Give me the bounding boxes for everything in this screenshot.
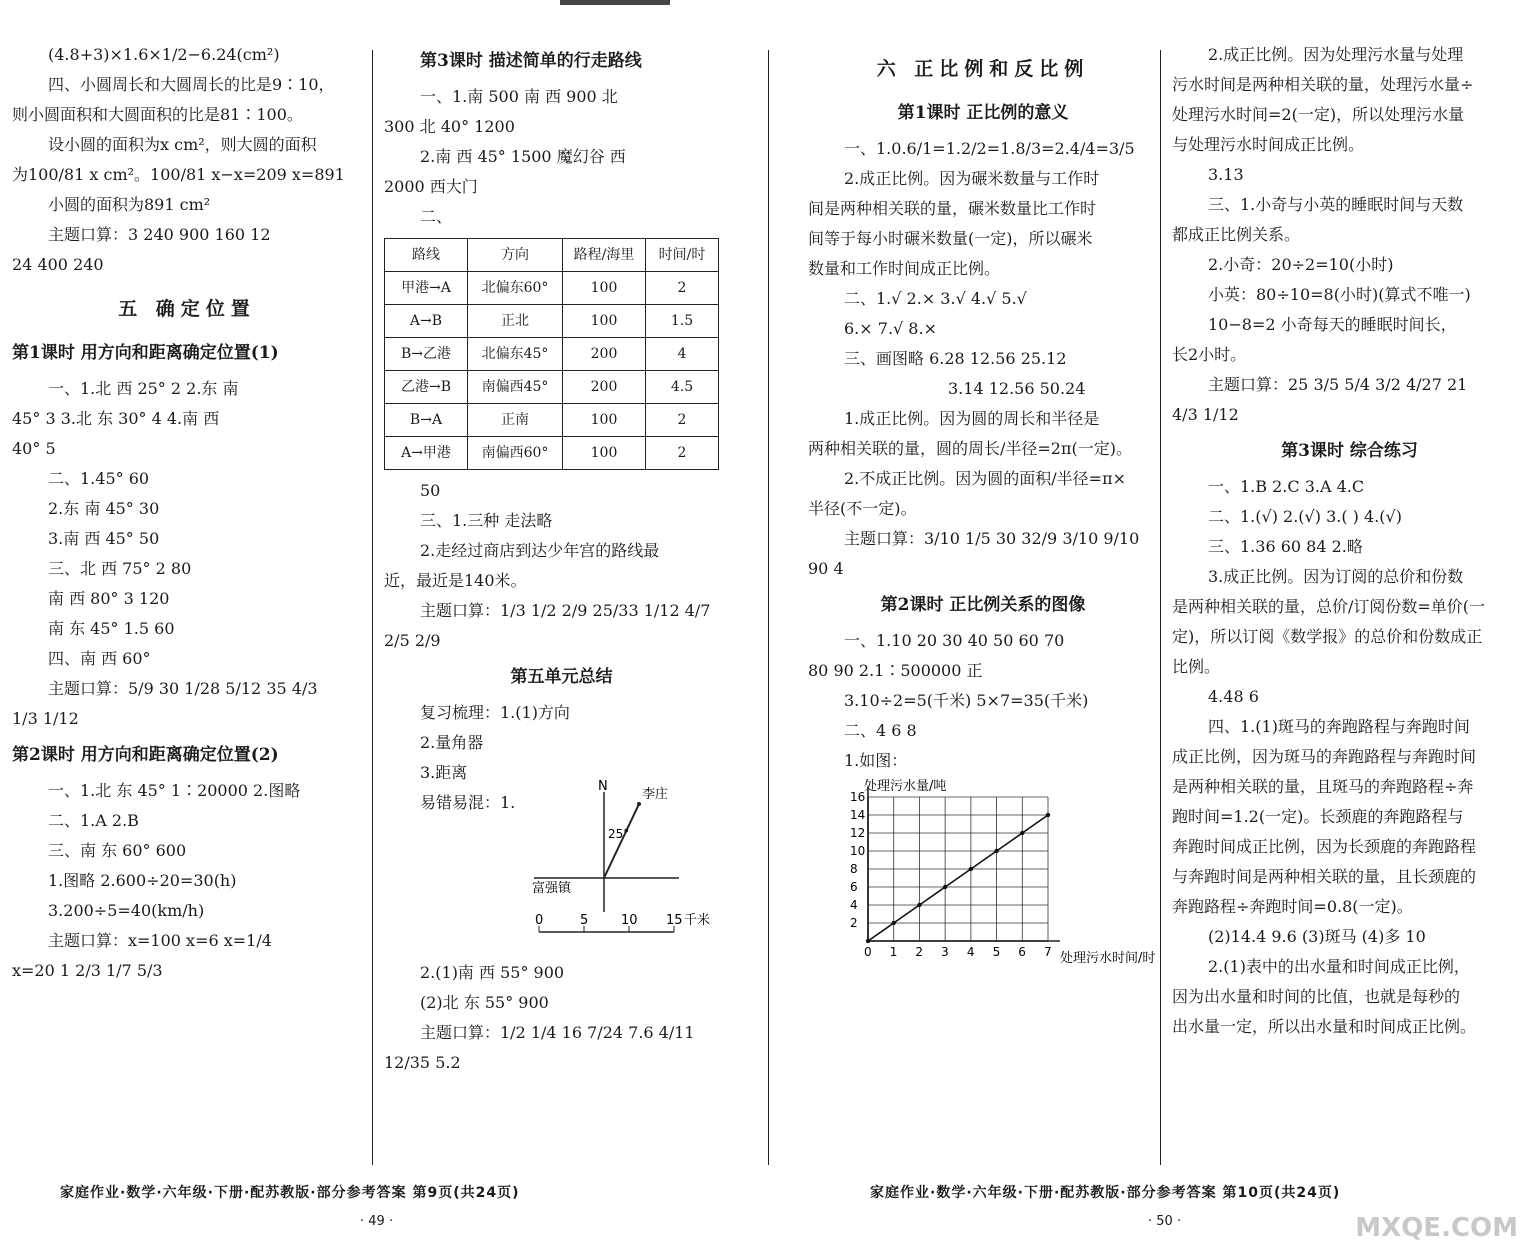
table-header-row: [385, 239, 719, 272]
y-tick-label: 14: [850, 808, 866, 822]
x-tick-label: 0: [864, 945, 872, 959]
data-point: [1020, 831, 1024, 835]
y-tick-label: 10: [850, 844, 866, 858]
unit-heading: 五 确定位置: [118, 298, 256, 320]
text-line: (2)北 东 55° 900: [420, 993, 549, 1012]
data-point: [917, 903, 921, 907]
footer-left: 家庭作业·数学·六年级·下册·配苏教版·部分参考答案 第9页(共24页): [60, 1185, 520, 1201]
text-line: 则小圆面积和大圆面积的比是81∶100。: [12, 105, 303, 124]
text-line: 40° 5: [12, 439, 56, 458]
angle-label: 25°: [608, 827, 630, 841]
table-cell: 南偏西60°: [468, 437, 563, 470]
text-line: 3.距离: [420, 763, 468, 782]
table-row: [385, 305, 719, 338]
column-4: [1172, 40, 1527, 1042]
page-divider: [768, 50, 769, 1165]
text-line: 4/3 1/12: [1172, 405, 1239, 424]
x-axis-label: 处理污水时间/时: [1060, 951, 1156, 966]
route-table: [384, 238, 719, 470]
text-line: 主题口算：1/2 1/4 16 7/24 7.6 4/11: [420, 1023, 695, 1042]
lesson-title: 第3课时 综合练习: [1281, 441, 1418, 461]
col1-lesson1: [12, 374, 362, 734]
text-line: 四、小圆周长和大圆周长的比是9∶10，: [48, 75, 335, 94]
table-cell: 南偏西45°: [468, 371, 563, 404]
text-line: 90 4: [808, 559, 844, 578]
text-line: 80 90 2.1∶500000 正: [808, 661, 983, 680]
table-cell: 2: [646, 272, 719, 305]
text-line: 12/35 5.2: [384, 1053, 461, 1072]
text-line: 主题口算：25 3/5 5/4 3/2 4/27 21: [1208, 375, 1468, 394]
scale-unit-label: 千米: [684, 913, 711, 928]
text-line: 3.14 12.56 50.24: [948, 379, 1086, 398]
origin-label: 富强镇: [532, 881, 572, 896]
text-line: 2.量角器: [420, 733, 484, 752]
scale-tick-label: 10: [621, 913, 638, 928]
scale-tick-label: 0: [535, 913, 544, 928]
text-line: 45° 3 3.北 东 30° 4 4.南 西: [12, 409, 220, 428]
column-divider: [1160, 50, 1161, 1165]
table-cell: 200: [563, 371, 646, 404]
text-line: 南 西 80° 3 120: [48, 589, 170, 608]
table-cell: 北偏东60°: [468, 272, 563, 305]
table-row: [385, 338, 719, 371]
text-line: 是两种相关联的量，总价/订阅份数=单价(一: [1172, 597, 1486, 616]
text-line: 二、1.45° 60: [48, 469, 150, 488]
text-line: 为100/81 x cm²。100/81 x−x=209 x=891: [12, 165, 345, 184]
y-tick-label: 2: [850, 916, 858, 930]
text-line: 两种相关联的量，圆的周长/半径=2π(一定)。: [808, 439, 1132, 458]
column-3: [808, 40, 1158, 996]
table-cell: B→A: [385, 404, 468, 437]
text-line: 一、1.10 20 30 40 50 60 70: [844, 631, 1065, 650]
table-header: 方向: [468, 239, 563, 272]
col1-lesson2: [12, 776, 362, 986]
col1-intro: [12, 40, 362, 280]
text-line: 三、画图略 6.28 12.56 25.12: [844, 349, 1067, 368]
text-line: 一、1.B 2.C 3.A 4.C: [1208, 477, 1365, 496]
text-line: 长2小时。: [1172, 345, 1247, 364]
text-line: 1/3 1/12: [12, 709, 79, 728]
north-label: N: [598, 779, 608, 794]
text-line: 三、1.36 60 84 2.略: [1208, 537, 1363, 556]
text-line: 24 400 240: [12, 255, 104, 274]
text-line: 与处理污水时间成正比例。: [1172, 135, 1365, 154]
target-label: 李庄: [642, 787, 669, 802]
proportion-graph: [808, 776, 1156, 986]
text-line: 10−8=2 小奇每天的睡眠时间长，: [1208, 315, 1457, 334]
text-line: 主题口算：5/9 30 1/28 5/12 35 4/3: [48, 679, 318, 698]
y-tick-label: 6: [850, 880, 858, 894]
text-line: 3.200÷5=40(km/h): [48, 901, 205, 920]
text-line: 一、1.0.6/1=1.2/2=1.8/3=2.4/4=3/5: [844, 139, 1135, 158]
text-line: 二、1.(√) 2.(√) 3.( ) 4.(√): [1208, 507, 1402, 526]
data-point: [943, 885, 947, 889]
table-cell: 4: [646, 338, 719, 371]
text-line: 300 北 40° 1200: [384, 117, 515, 136]
table-cell: 1.5: [646, 305, 719, 338]
text-line: 2.小奇：20÷2=10(小时): [1208, 255, 1394, 274]
table-header: 路线: [385, 239, 468, 272]
table-cell: 甲港→A: [385, 272, 468, 305]
data-point: [866, 939, 870, 943]
table-cell: 4.5: [646, 371, 719, 404]
text-line: 1.成正比例。因为圆的周长和半径是: [844, 409, 1100, 428]
text-line: 主题口算：1/3 1/2 2/9 25/33 1/12 4/7: [420, 601, 711, 620]
table-cell: 乙港→B: [385, 371, 468, 404]
table-header: 时间/时: [646, 239, 719, 272]
direction-line: [604, 804, 639, 878]
text-line: 1.如图：: [844, 751, 908, 770]
lesson-title: 第1课时 用方向和距离确定位置(1): [12, 343, 279, 363]
text-line: 间等于每小时碾米数量(一定)，所以碾米: [808, 229, 1093, 248]
text-line: 主题口算：x=100 x=6 x=1/4: [48, 931, 272, 950]
text-line: 2.走经过商店到达少年宫的路线最: [420, 541, 660, 560]
text-line: 定)，所以订阅《数学报》的总价和份数成正: [1172, 627, 1483, 646]
table-row: [385, 437, 719, 470]
text-line: 三、北 西 75° 2 80: [48, 559, 192, 578]
scale-tick-label: 5: [580, 913, 589, 928]
target-point: [637, 802, 641, 806]
page-number-left: · 49 ·: [360, 1214, 394, 1229]
unit-heading: 六 正比例和反比例: [876, 58, 1090, 80]
x-tick-label: 6: [1018, 945, 1026, 959]
y-tick-label: 4: [850, 898, 858, 912]
text-line: 小英：80÷10=8(小时)(算式不唯一): [1208, 285, 1471, 304]
x-tick-label: 7: [1044, 945, 1052, 959]
page-number-right: · 50 ·: [1148, 1214, 1182, 1229]
text-line: 2.东 南 45° 30: [48, 499, 160, 518]
x-tick-label: 5: [992, 945, 1001, 959]
text-line: 小圆的面积为891 cm²: [48, 195, 211, 214]
y-tick-label: 12: [850, 826, 866, 840]
text-line: 50: [420, 481, 441, 500]
text-line: 污水时间是两种相关联的量，处理污水量÷: [1172, 75, 1474, 94]
text-line: 2.不成正比例。因为圆的面积/半径=π×: [844, 469, 1126, 488]
text-line: 设小圆的面积为x cm²，则大圆的面积: [48, 135, 317, 154]
text-line: 复习梳理：1.(1)方向: [420, 703, 570, 722]
lesson-title: 第3课时 描述简单的行走路线: [420, 51, 642, 71]
lesson-title: 第1课时 正比例的意义: [897, 103, 1069, 123]
x-tick-label: 2: [915, 945, 924, 959]
text-line: 都成正比例关系。: [1172, 225, 1301, 244]
footer-right: 家庭作业·数学·六年级·下册·配苏教版·部分参考答案 第10页(共24页): [870, 1185, 1341, 1201]
compass-diagram-row: [384, 779, 739, 958]
text-line: 半径(不一定)。: [808, 499, 917, 518]
text-line: 出水量一定，所以出水量和时间成正比例。: [1172, 1017, 1477, 1036]
column-divider: [372, 50, 373, 1165]
text-line: 一、1.南 500 南 西 900 北: [420, 87, 618, 106]
text-line: 2.南 西 45° 1500 魔幻谷 西: [420, 147, 626, 166]
lesson-title: 第2课时 正比例关系的图像: [880, 595, 1086, 615]
table-cell: 正北: [468, 305, 563, 338]
text-line: 三、1.三种 走法略: [420, 511, 553, 530]
top-edge-bar: [560, 0, 670, 5]
text-line: 2000 西大门: [384, 177, 478, 196]
x-tick-label: 1: [889, 945, 898, 959]
text-line: 主题口算：3 240 900 160 12: [48, 225, 271, 244]
text-line: 二、: [420, 207, 453, 226]
text-line: 三、1.小奇与小英的睡眠时间与天数: [1208, 195, 1464, 214]
table-row: [385, 404, 719, 437]
y-tick-label: 8: [850, 862, 858, 876]
text-line: 南 东 45° 1.5 60: [48, 619, 175, 638]
text-line: 奔跑时间成正比例，因为长颈鹿的奔跑路程: [1172, 837, 1477, 856]
scale-tick-label: 15: [666, 913, 683, 928]
data-point: [892, 921, 896, 925]
text-line: x=20 1 2/3 1/7 5/3: [12, 961, 163, 980]
text-line: 与奔跑时间是两种相关联的量，且长颈鹿的: [1172, 867, 1477, 886]
text-line: (4.8+3)×1.6×1/2−6.24(cm²): [48, 45, 280, 64]
table-cell: 100: [563, 404, 646, 437]
x-tick-label: 4: [966, 945, 975, 959]
text-line: 2/5 2/9: [384, 631, 441, 650]
text-line: 间是两种相关联的量，碾米数量比工作时: [808, 199, 1097, 218]
text-line: 二、4 6 8: [844, 721, 917, 740]
y-tick-label: 16: [850, 790, 866, 804]
table-cell: 2: [646, 404, 719, 437]
table-cell: 2: [646, 437, 719, 470]
lesson-title: 第2课时 用方向和距离确定位置(2): [12, 745, 279, 765]
table-cell: 200: [563, 338, 646, 371]
text-line: 四、南 西 60°: [48, 649, 151, 668]
x-tick-label: 3: [941, 945, 949, 959]
text-line: 2.成正比例。因为处理污水量与处理: [1208, 45, 1464, 64]
graph-grid: [868, 787, 1060, 941]
table-cell: A→甲港: [385, 437, 468, 470]
column-1: [12, 40, 362, 986]
text-line: 跑时间=1.2(一定)。长颈鹿的奔跑路程与: [1172, 807, 1464, 826]
text-line: 2.(1)表中的出水量和时间成正比例，: [1208, 957, 1470, 976]
y-axis-label: 处理污水量/吨: [864, 779, 947, 794]
data-point: [994, 849, 998, 853]
text-line: 一、1.北 东 45° 1∶20000 2.图略: [48, 781, 301, 800]
text-line: 是两种相关联的量，且斑马的奔跑路程÷奔: [1172, 777, 1474, 796]
text-line: 处理污水时间=2(一定)，所以处理污水量: [1172, 105, 1465, 124]
data-point: [969, 867, 973, 871]
compass-diagram: [514, 779, 724, 952]
table-row: [385, 371, 719, 404]
text-line: 3.10÷2=5(千米) 5×7=35(千米): [844, 691, 1089, 710]
text-line: 二、1.√ 2.× 3.√ 4.√ 5.√: [844, 289, 1027, 308]
table-cell: B→乙港: [385, 338, 468, 371]
table-cell: 正南: [468, 404, 563, 437]
text-line: 2.(1)南 西 55° 900: [420, 963, 565, 982]
text-line: 3.成正比例。因为订阅的总价和份数: [1208, 567, 1464, 586]
text-line: 奔跑路程÷奔跑时间=0.8(一定)。: [1172, 897, 1413, 916]
summary-title: 第五单元总结: [510, 667, 613, 687]
text-line: 易错易混：1.: [420, 793, 516, 812]
table-header: 路程/海里: [563, 239, 646, 272]
text-line: 因为出水量和时间的比值，也就是每秒的: [1172, 987, 1461, 1006]
text-line: (2)14.4 9.6 (3)斑马 (4)多 10: [1208, 927, 1426, 946]
data-point: [1046, 813, 1050, 817]
text-line: 一、1.北 西 25° 2 2.东 南: [48, 379, 239, 398]
column-2: [384, 40, 739, 1078]
text-line: 成正比例，因为斑马的奔跑路程与奔跑时间: [1172, 747, 1477, 766]
text-line: 近，最近是140米。: [384, 571, 527, 590]
text-line: 2.成正比例。因为碾米数量与工作时: [844, 169, 1100, 188]
table-cell: 100: [563, 437, 646, 470]
text-line: 四、1.(1)斑马的奔跑路程与奔跑时间: [1208, 717, 1470, 736]
table-cell: 北偏东45°: [468, 338, 563, 371]
text-line: 数量和工作时间成正比例。: [808, 259, 1001, 278]
text-line: 3.13: [1208, 165, 1244, 184]
table-row: [385, 272, 719, 305]
text-line: 二、1.A 2.B: [48, 811, 139, 830]
text-line: 三、南 东 60° 600: [48, 841, 187, 860]
table-cell: 100: [563, 272, 646, 305]
text-line: 4.48 6: [1208, 687, 1259, 706]
watermark-logo: MXQE.COM: [1355, 1213, 1518, 1243]
text-line: 6.× 7.√ 8.×: [844, 319, 937, 338]
text-line: 比例。: [1172, 657, 1221, 676]
table-cell: A→B: [385, 305, 468, 338]
text-line: 主题口算：3/10 1/5 30 32/9 3/10 9/10: [844, 529, 1140, 548]
text-line: 1.图略 2.600÷20=30(h): [48, 871, 237, 890]
text-line: 3.南 西 45° 50: [48, 529, 160, 548]
table-cell: 100: [563, 305, 646, 338]
